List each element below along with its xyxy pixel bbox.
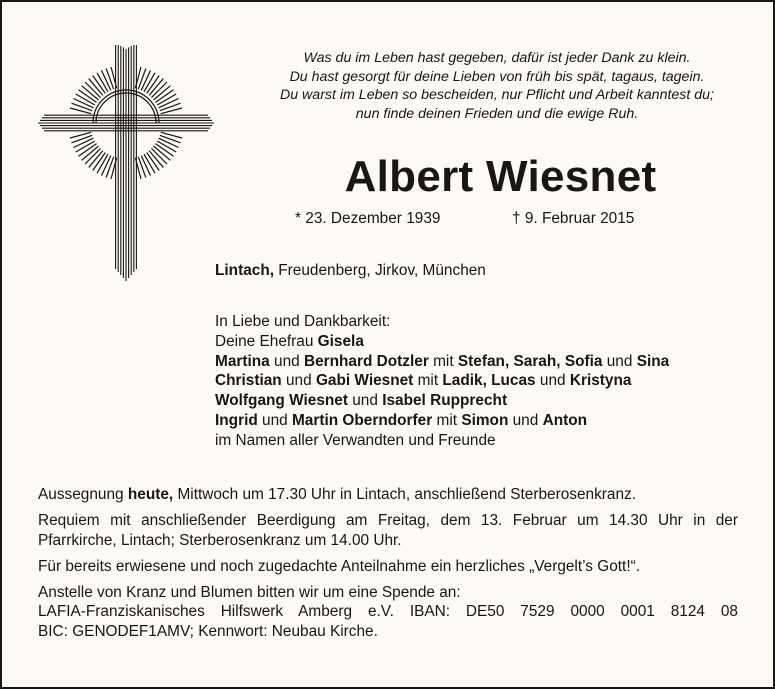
aussegnung-notice: Aussegnung heute, Mittwoch um 17.30 Uhr in Lintach, anschließend Sterberosenkranz. [38, 486, 636, 503]
places-of-residence [215, 262, 486, 280]
donation-line: Anstelle von Kranz und Blumen bitten wir um eine Spende an: [38, 584, 461, 602]
cross-sunburst-icon [36, 45, 216, 285]
birth-date: * 23. Dezember 1939 [295, 210, 441, 227]
place-others: Freudenberg, Jirkov, München [274, 262, 486, 279]
death-date: † 9. Februar 2015 [512, 210, 635, 227]
requiem-notice: Requiem mit anschließender Beerdigung am Freitag, dem 13. Februar um 14.30 Uhr in der Pfarrkirche, Lintach; Sterberosenkranz um 14.00 Uhr. [38, 512, 738, 549]
mourner-line: Christian und Gabi Wiesnet mit Ladik, Lucas und Kristyna [215, 372, 632, 390]
place-main: Lintach, [215, 262, 274, 279]
donation-bic-line: BIC: GENODEF1AMV; Kennwort: Neubau Kirche. [38, 622, 378, 640]
donation-notice [38, 583, 738, 641]
mourner-line: Ingrid und Martin Oberndorfer mit Simon und Anton [215, 411, 588, 429]
deceased-name: Albert Wiesnet [344, 152, 657, 201]
poem-line: nun finde deinen Frieden und die ewige Ruh. [355, 105, 639, 122]
poem-line: Was du im Leben hast gegeben, dafür ist jeder Dank zu klein. [303, 50, 691, 66]
mourners-closing: im Namen aller Verwandten und Freunde [215, 431, 496, 449]
poem-line: Du hast gesorgt für deine Lieben von früh bis spät, tagaus, tagein. [289, 68, 705, 85]
thanks-notice: Für bereits erwiesene und noch zugedachte Anteilnahme ein herzliches „Vergelt’s Gott!“. [38, 557, 640, 575]
mourner-line: Martina und Bernhard Dotzler mit Stefan, Sarah, Sofia und Sina [215, 352, 670, 370]
mourners-list [215, 312, 669, 451]
donation-iban-line: LAFIA-Franziskanisches Hilfswerk Amberg e.V. IBAN: DE50 7529 0000 0001 8124 08 [38, 603, 738, 621]
mourner-line: Wolfgang Wiesnet und Isabel Rupprecht [215, 392, 508, 410]
service-notices [38, 485, 738, 641]
poem-line: Du warst im Leben so bescheiden, nur Pflicht und Arbeit kanntest du; [279, 87, 714, 103]
mourners-intro: In Liebe und Dankbarkeit: [215, 313, 391, 330]
memorial-poem [228, 49, 766, 123]
mourner-line-wife: Deine Ehefrau Gisela [215, 332, 364, 350]
